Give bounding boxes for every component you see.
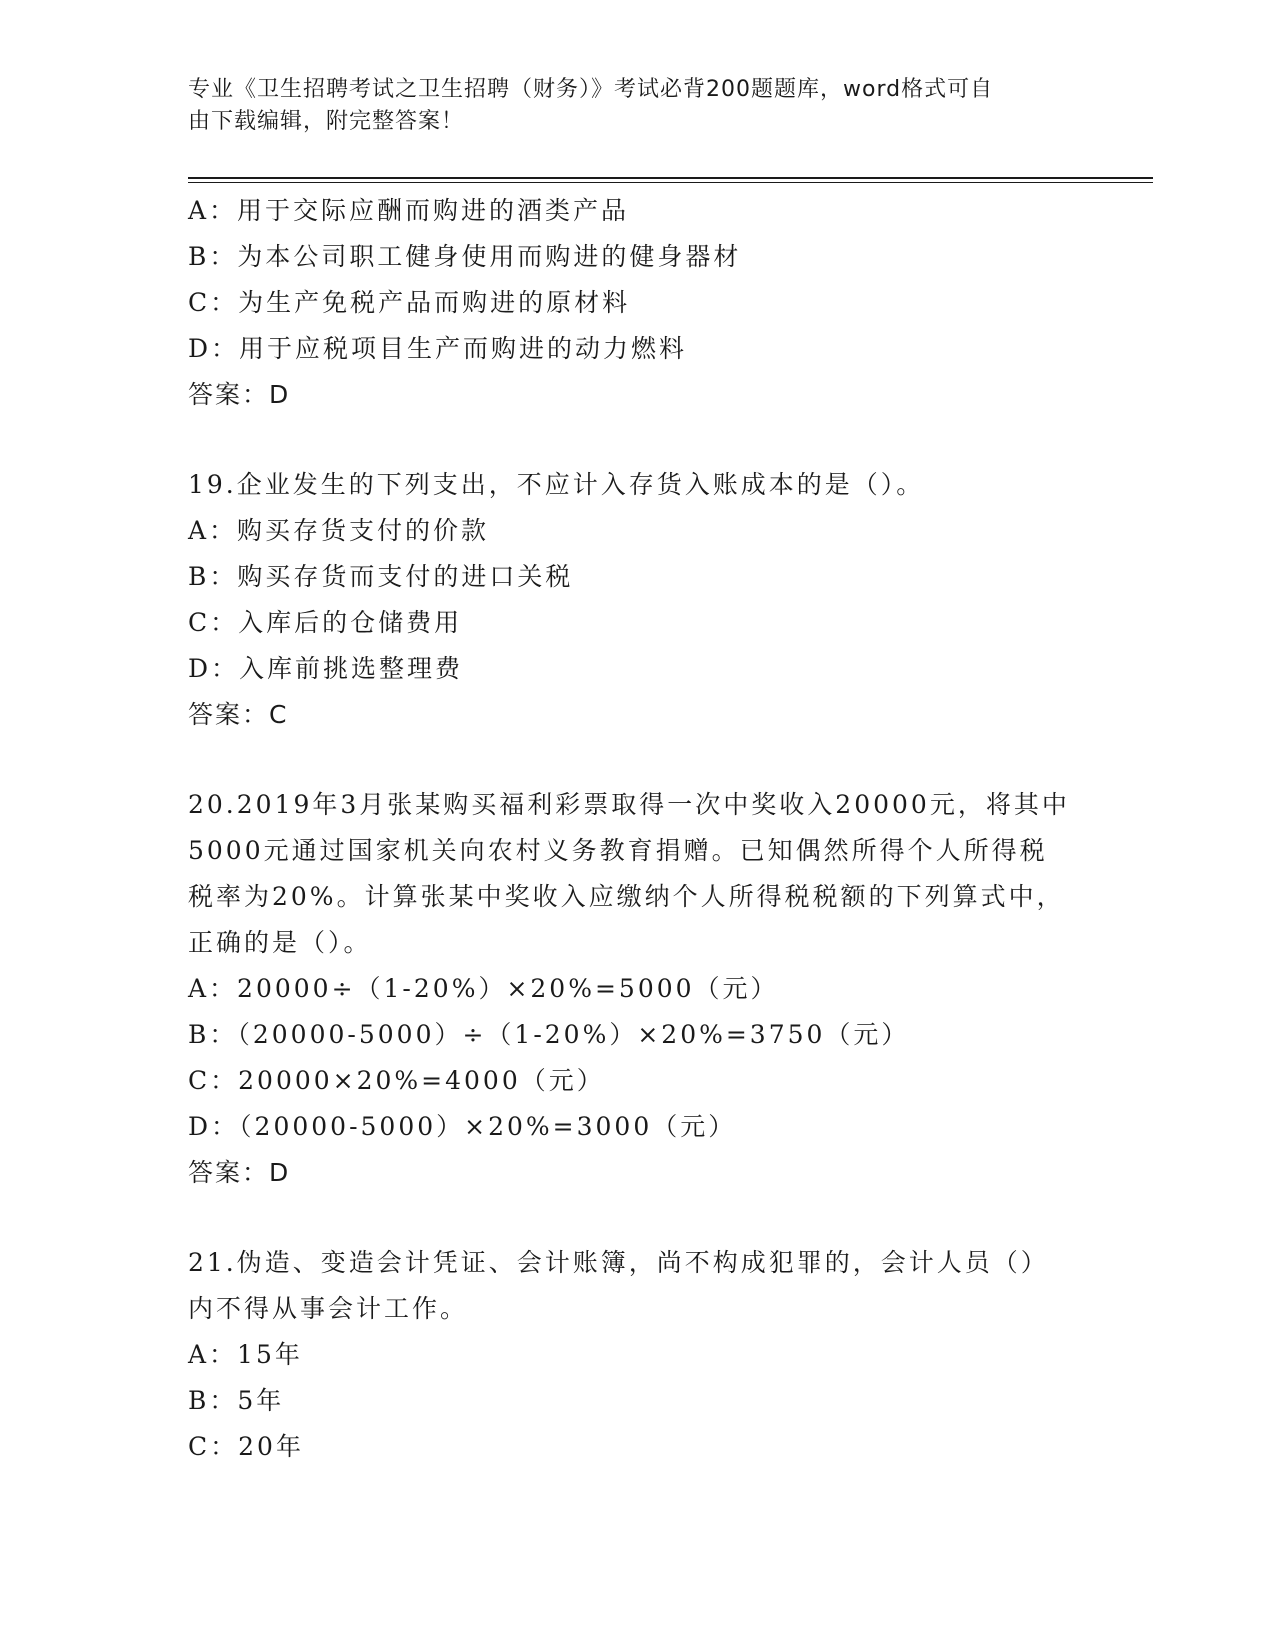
option-a: A：15年 (188, 1340, 303, 1369)
question-stem-line-1: 20.2019年3月张某购买福利彩票取得一次中奖收入20000元，将其中 (188, 790, 1070, 819)
question-stem-line-2: 5000元通过国家机关向农村义务教育捐赠。已知偶然所得个人所得税 (188, 836, 1048, 865)
document-header (188, 74, 1088, 138)
option-d: D：（20000-5000）×20%=3000（元） (188, 1112, 737, 1141)
question-stem: 19.企业发生的下列支出，不应计入存货入账成本的是（）。 (188, 470, 925, 499)
answer: 答案：D (188, 380, 291, 409)
question-stem-line-2: 内不得从事会计工作。 (188, 1294, 469, 1323)
option-b: B：为本公司职工健身使用而购进的健身器材 (188, 242, 742, 271)
question-stem-line-3: 税率为20%。计算张某中奖收入应缴纳个人所得税税额的下列算式中， (188, 882, 1065, 911)
question-19 (188, 462, 1088, 738)
question-20 (188, 782, 1088, 1196)
question-list (188, 188, 1088, 1470)
header-line-2: 由下载编辑，附完整答案！ (188, 109, 465, 134)
option-b: B：5年 (188, 1386, 285, 1415)
option-c: C：为生产免税产品而购进的原材料 (188, 288, 631, 317)
spacer (188, 1196, 1088, 1240)
header-divider-thick (188, 177, 1153, 179)
option-b: B：购买存货而支付的进口关税 (188, 562, 574, 591)
question-21 (188, 1240, 1088, 1470)
question-18 (188, 188, 1088, 418)
option-a: A：购买存货支付的价款 (188, 516, 490, 545)
option-a: A：用于交际应酬而购进的酒类产品 (188, 196, 630, 225)
option-d: D：用于应税项目生产而购进的动力燃料 (188, 334, 688, 363)
question-stem-line-1: 21.伪造、变造会计凭证、会计账簿，尚不构成犯罪的，会计人员（） (188, 1248, 1049, 1277)
spacer (188, 418, 1088, 462)
spacer (188, 738, 1088, 782)
option-b: B：（20000-5000）÷（1-20%）×20%=3750（元） (188, 1020, 910, 1049)
option-c: C：20年 (188, 1432, 304, 1461)
option-a: A：20000÷（1-20%）×20%=5000（元） (188, 974, 779, 1003)
answer: 答案：D (188, 1158, 291, 1187)
question-stem-line-4: 正确的是（）。 (188, 928, 372, 957)
header-line-1: 专业《卫生招聘考试之卫生招聘（财务）》考试必背200题题库，word格式可自 (188, 77, 994, 102)
option-c: C：20000×20%=4000（元） (188, 1066, 605, 1095)
option-d: D：入库前挑选整理费 (188, 654, 464, 683)
header-divider-thin (188, 182, 1153, 183)
option-c: C：入库后的仓储费用 (188, 608, 463, 637)
answer: 答案：C (188, 700, 289, 729)
